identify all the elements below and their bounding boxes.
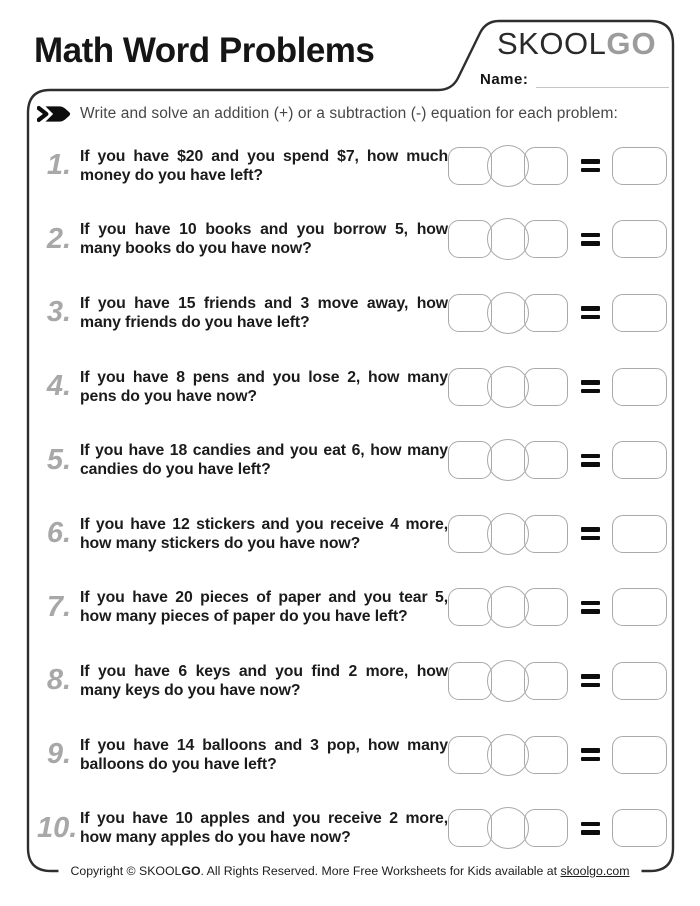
footer-text bbox=[58, 863, 641, 879]
answer-box[interactable] bbox=[612, 809, 667, 847]
footer-logo-go: GO bbox=[181, 864, 201, 878]
footer-middle: . All Rights Reserved. More Free Worksheets for Kids available at bbox=[200, 864, 561, 878]
problem-row bbox=[37, 497, 641, 571]
equation-answer-area bbox=[448, 145, 667, 187]
equation-answer-area bbox=[448, 807, 667, 849]
operator-circle[interactable] bbox=[487, 292, 529, 334]
name-row bbox=[480, 71, 669, 88]
problem-row bbox=[37, 571, 641, 645]
problem-text: If you have 6 keys and you find 2 more, how many keys do you have now? bbox=[80, 662, 448, 699]
problem-number: 2. bbox=[46, 222, 71, 255]
operator-circle[interactable] bbox=[487, 734, 529, 776]
problem-number: 9. bbox=[46, 738, 71, 771]
operator-circle[interactable] bbox=[487, 145, 529, 187]
operand-box-2[interactable] bbox=[524, 220, 568, 258]
problem-row bbox=[37, 350, 641, 424]
problem-text: If you have 14 balloons and 3 pop, how many balloons do you have left? bbox=[80, 736, 448, 773]
answer-box[interactable] bbox=[612, 588, 667, 626]
logo-go: GO bbox=[606, 26, 657, 61]
problem-text: If you have 15 friends and 3 move away, how many friends do you have left? bbox=[80, 294, 448, 331]
equation-answer-area bbox=[448, 734, 667, 776]
equation-answer-area bbox=[448, 513, 667, 555]
equation-answer-area bbox=[448, 586, 667, 628]
equals-sign bbox=[581, 601, 600, 614]
problem-number: 8. bbox=[46, 664, 71, 697]
operand-box-2[interactable] bbox=[524, 515, 568, 553]
operand-box-2[interactable] bbox=[524, 147, 568, 185]
problem-row bbox=[37, 791, 641, 865]
operand-box-1[interactable] bbox=[448, 588, 492, 626]
operand-box-1[interactable] bbox=[448, 515, 492, 553]
arrow-icon bbox=[37, 105, 71, 123]
equals-sign bbox=[581, 822, 600, 835]
problem-text: If you have 10 books and you borrow 5, how many books do you have now? bbox=[80, 221, 448, 258]
operator-circle[interactable] bbox=[487, 513, 529, 555]
problem-number: 1. bbox=[46, 149, 71, 182]
answer-box[interactable] bbox=[612, 662, 667, 700]
equation-answer-area bbox=[448, 218, 667, 260]
operand-box-2[interactable] bbox=[524, 736, 568, 774]
operand-box-1[interactable] bbox=[448, 220, 492, 258]
footer-copyright-prefix: Copyright © SKOOL bbox=[70, 864, 182, 878]
problem-number: 5. bbox=[46, 443, 71, 476]
operator-circle[interactable] bbox=[487, 807, 529, 849]
operand-box-1[interactable] bbox=[448, 662, 492, 700]
answer-box[interactable] bbox=[612, 147, 667, 185]
problem-number: 4. bbox=[46, 370, 71, 403]
operand-box-2[interactable] bbox=[524, 662, 568, 700]
equals-sign bbox=[581, 454, 600, 467]
answer-box[interactable] bbox=[612, 220, 667, 258]
operator-circle[interactable] bbox=[487, 366, 529, 408]
problem-number: 10. bbox=[37, 811, 78, 844]
equals-sign bbox=[581, 380, 600, 393]
problem-text: If you have 20 pieces of paper and you tear 5, how many pieces of paper do you have left? bbox=[80, 589, 448, 626]
answer-box[interactable] bbox=[612, 515, 667, 553]
problem-text: If you have $20 and you spend $7, how much money do you have left? bbox=[80, 147, 448, 184]
operand-box-2[interactable] bbox=[524, 809, 568, 847]
equals-sign bbox=[581, 674, 600, 687]
problem-number: 3. bbox=[46, 296, 71, 329]
skoolgo-logo bbox=[497, 26, 657, 62]
equals-sign bbox=[581, 159, 600, 172]
operator-circle[interactable] bbox=[487, 439, 529, 481]
operand-box-1[interactable] bbox=[448, 809, 492, 847]
operator-circle[interactable] bbox=[487, 218, 529, 260]
equals-sign bbox=[581, 748, 600, 761]
equation-answer-area bbox=[448, 439, 667, 481]
equation-answer-area bbox=[448, 366, 667, 408]
name-label: Name: bbox=[480, 71, 529, 88]
problems-list bbox=[37, 129, 641, 865]
logo-skool: SKOOL bbox=[497, 26, 607, 61]
answer-box[interactable] bbox=[612, 294, 667, 332]
operand-box-1[interactable] bbox=[448, 441, 492, 479]
problem-row bbox=[37, 644, 641, 718]
answer-box[interactable] bbox=[612, 368, 667, 406]
instruction-row bbox=[37, 105, 618, 123]
operand-box-2[interactable] bbox=[524, 441, 568, 479]
operand-box-1[interactable] bbox=[448, 147, 492, 185]
equals-sign bbox=[581, 233, 600, 246]
problem-row bbox=[37, 203, 641, 277]
operand-box-2[interactable] bbox=[524, 294, 568, 332]
operator-circle[interactable] bbox=[487, 660, 529, 702]
name-input-line[interactable] bbox=[536, 73, 669, 88]
answer-box[interactable] bbox=[612, 441, 667, 479]
operand-box-2[interactable] bbox=[524, 588, 568, 626]
equals-sign bbox=[581, 306, 600, 319]
problem-number: 6. bbox=[46, 517, 71, 550]
problem-row bbox=[37, 718, 641, 792]
problem-text: If you have 8 pens and you lose 2, how many pens do you have now? bbox=[80, 368, 448, 405]
problem-text: If you have 18 candies and you eat 6, how many candies do you have left? bbox=[80, 442, 448, 479]
problem-text: If you have 12 stickers and you receive 4 more, how many stickers do you have now? bbox=[80, 515, 448, 552]
footer-link[interactable]: skoolgo.com bbox=[560, 864, 630, 878]
problem-number: 7. bbox=[46, 590, 71, 623]
equation-answer-area bbox=[448, 660, 667, 702]
equation-answer-area bbox=[448, 292, 667, 334]
operand-box-1[interactable] bbox=[448, 368, 492, 406]
problem-row bbox=[37, 129, 641, 203]
operand-box-1[interactable] bbox=[448, 294, 492, 332]
problem-row bbox=[37, 276, 641, 350]
equals-sign bbox=[581, 527, 600, 540]
operand-box-1[interactable] bbox=[448, 736, 492, 774]
answer-box[interactable] bbox=[612, 736, 667, 774]
operator-circle[interactable] bbox=[487, 586, 529, 628]
page-title: Math Word Problems bbox=[34, 31, 375, 70]
operand-box-2[interactable] bbox=[524, 368, 568, 406]
instruction-text: Write and solve an addition (+) or a subtraction (-) equation for each problem: bbox=[80, 105, 618, 122]
problem-row bbox=[37, 423, 641, 497]
problem-text: If you have 10 apples and you receive 2 more, how many apples do you have now? bbox=[80, 810, 448, 847]
